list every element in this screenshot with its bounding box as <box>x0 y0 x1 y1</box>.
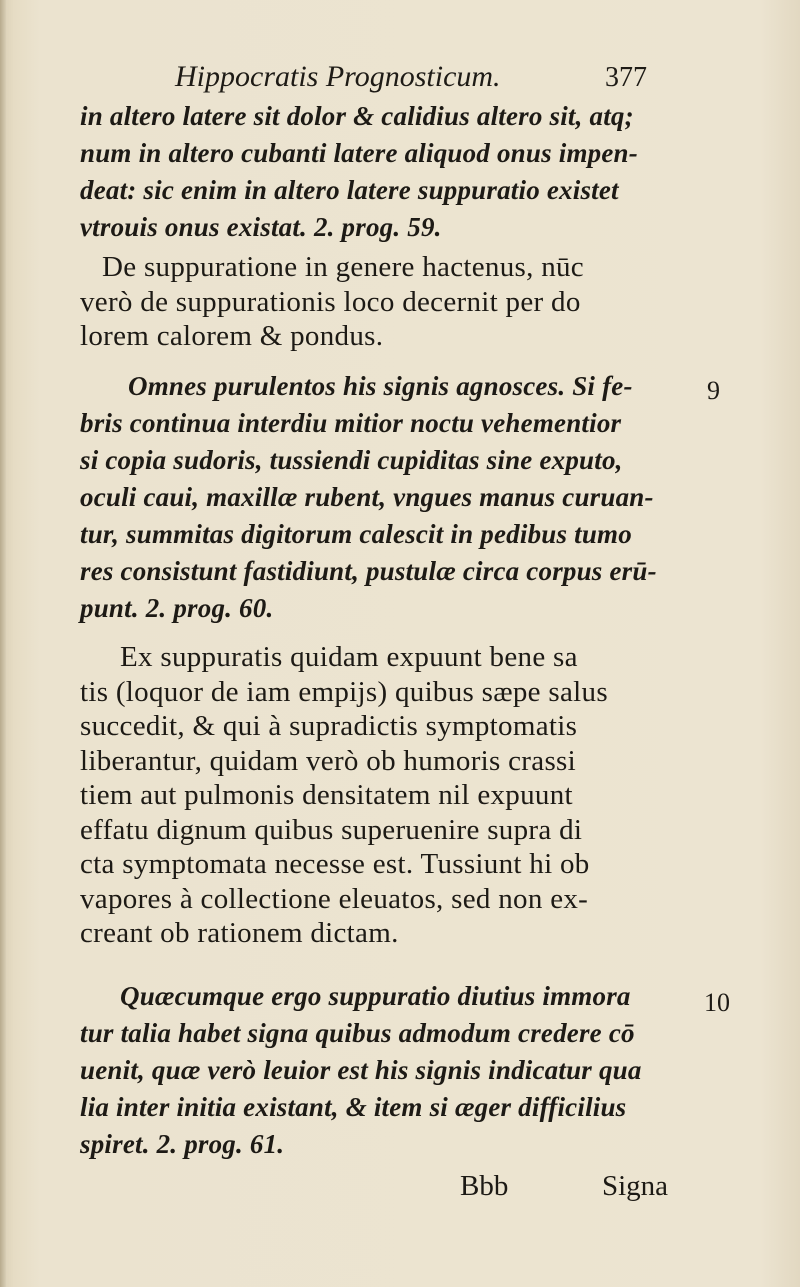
text-line: liberantur, quidam verò ob humoris crassi <box>80 744 576 777</box>
text-line: cta symptomata necesse est. Tussiunt hi ob <box>80 848 590 880</box>
text-block-4 <box>80 640 680 951</box>
text-line: num in altero cubanti latere aliquod onus impen- <box>80 138 638 168</box>
margin-number-10: 10 <box>704 988 730 1017</box>
text-line: lia inter initia existant, & item si æger difficilius <box>80 1092 627 1122</box>
text-line: vtrouis onus existat. 2. prog. 59. <box>80 212 442 242</box>
text-line: deat: sic enim in altero latere suppuratio existet <box>80 175 619 205</box>
text-line: Omnes purulentos his signis agnosces. Si fe- <box>128 371 633 401</box>
page-footer <box>80 1170 680 1210</box>
text-line: verò de suppurationis loco decernit per do <box>80 285 581 318</box>
text-line: in altero latere sit dolor & calidius altero sit, atq; <box>80 101 634 131</box>
text-line: Quæcumque ergo suppuratio diutius immora <box>120 981 631 1011</box>
text-block-1 <box>80 98 680 246</box>
text-line: bris continua interdiu mitior noctu vehementior <box>80 408 622 438</box>
text-line: De suppuratione in genere hactenus, nūc <box>102 251 584 283</box>
margin-number-9: 9 <box>707 376 720 405</box>
text-line: tur talia habet signa quibus admodum credere cō <box>80 1018 635 1048</box>
text-line: effatu dignum quibus superuenire supra di <box>80 813 583 846</box>
text-line: creant ob rationem dictam. <box>80 917 399 949</box>
text-block-3 <box>80 368 680 627</box>
signature-mark: Bbb <box>460 1170 509 1202</box>
text-block-5 <box>80 978 680 1163</box>
text-line: vapores à collectione eleuatos, sed non ex- <box>80 882 589 915</box>
text-line: succedit, & qui à supradictis symptomatis <box>80 710 578 742</box>
text-line: Ex suppuratis quidam expuunt bene sa <box>120 641 578 673</box>
text-line: oculi caui, maxillæ rubent, vngues manus curuan- <box>80 482 654 512</box>
text-line: tur, summitas digitorum calescit in pedibus tumo <box>80 519 632 549</box>
text-line: tis (loquor de iam empijs) quibus sæpe salus <box>80 675 608 708</box>
text-block-2 <box>80 250 680 354</box>
page-gutter <box>0 0 6 1287</box>
text-line: punt. 2. prog. 60. <box>80 593 274 623</box>
text-line: res consistunt fastidiunt, pustulæ circa corpus erū- <box>80 556 657 586</box>
text-line: tiem aut pulmonis densitatem nil expuunt <box>80 779 573 811</box>
text-line: si copia sudoris, tussiendi cupiditas sine exputo, <box>80 445 623 475</box>
running-header <box>175 60 675 100</box>
text-line: uenit, quæ verò leuior est his signis indicatur qua <box>80 1055 642 1085</box>
running-title: Hippocratis Prognosticum. <box>175 60 501 93</box>
text-line: spiret. 2. prog. 61. <box>80 1129 285 1159</box>
catchword: Signa <box>601 1170 668 1202</box>
page-number: 377 <box>605 62 647 93</box>
text-line: lorem calorem & pondus. <box>80 320 384 352</box>
